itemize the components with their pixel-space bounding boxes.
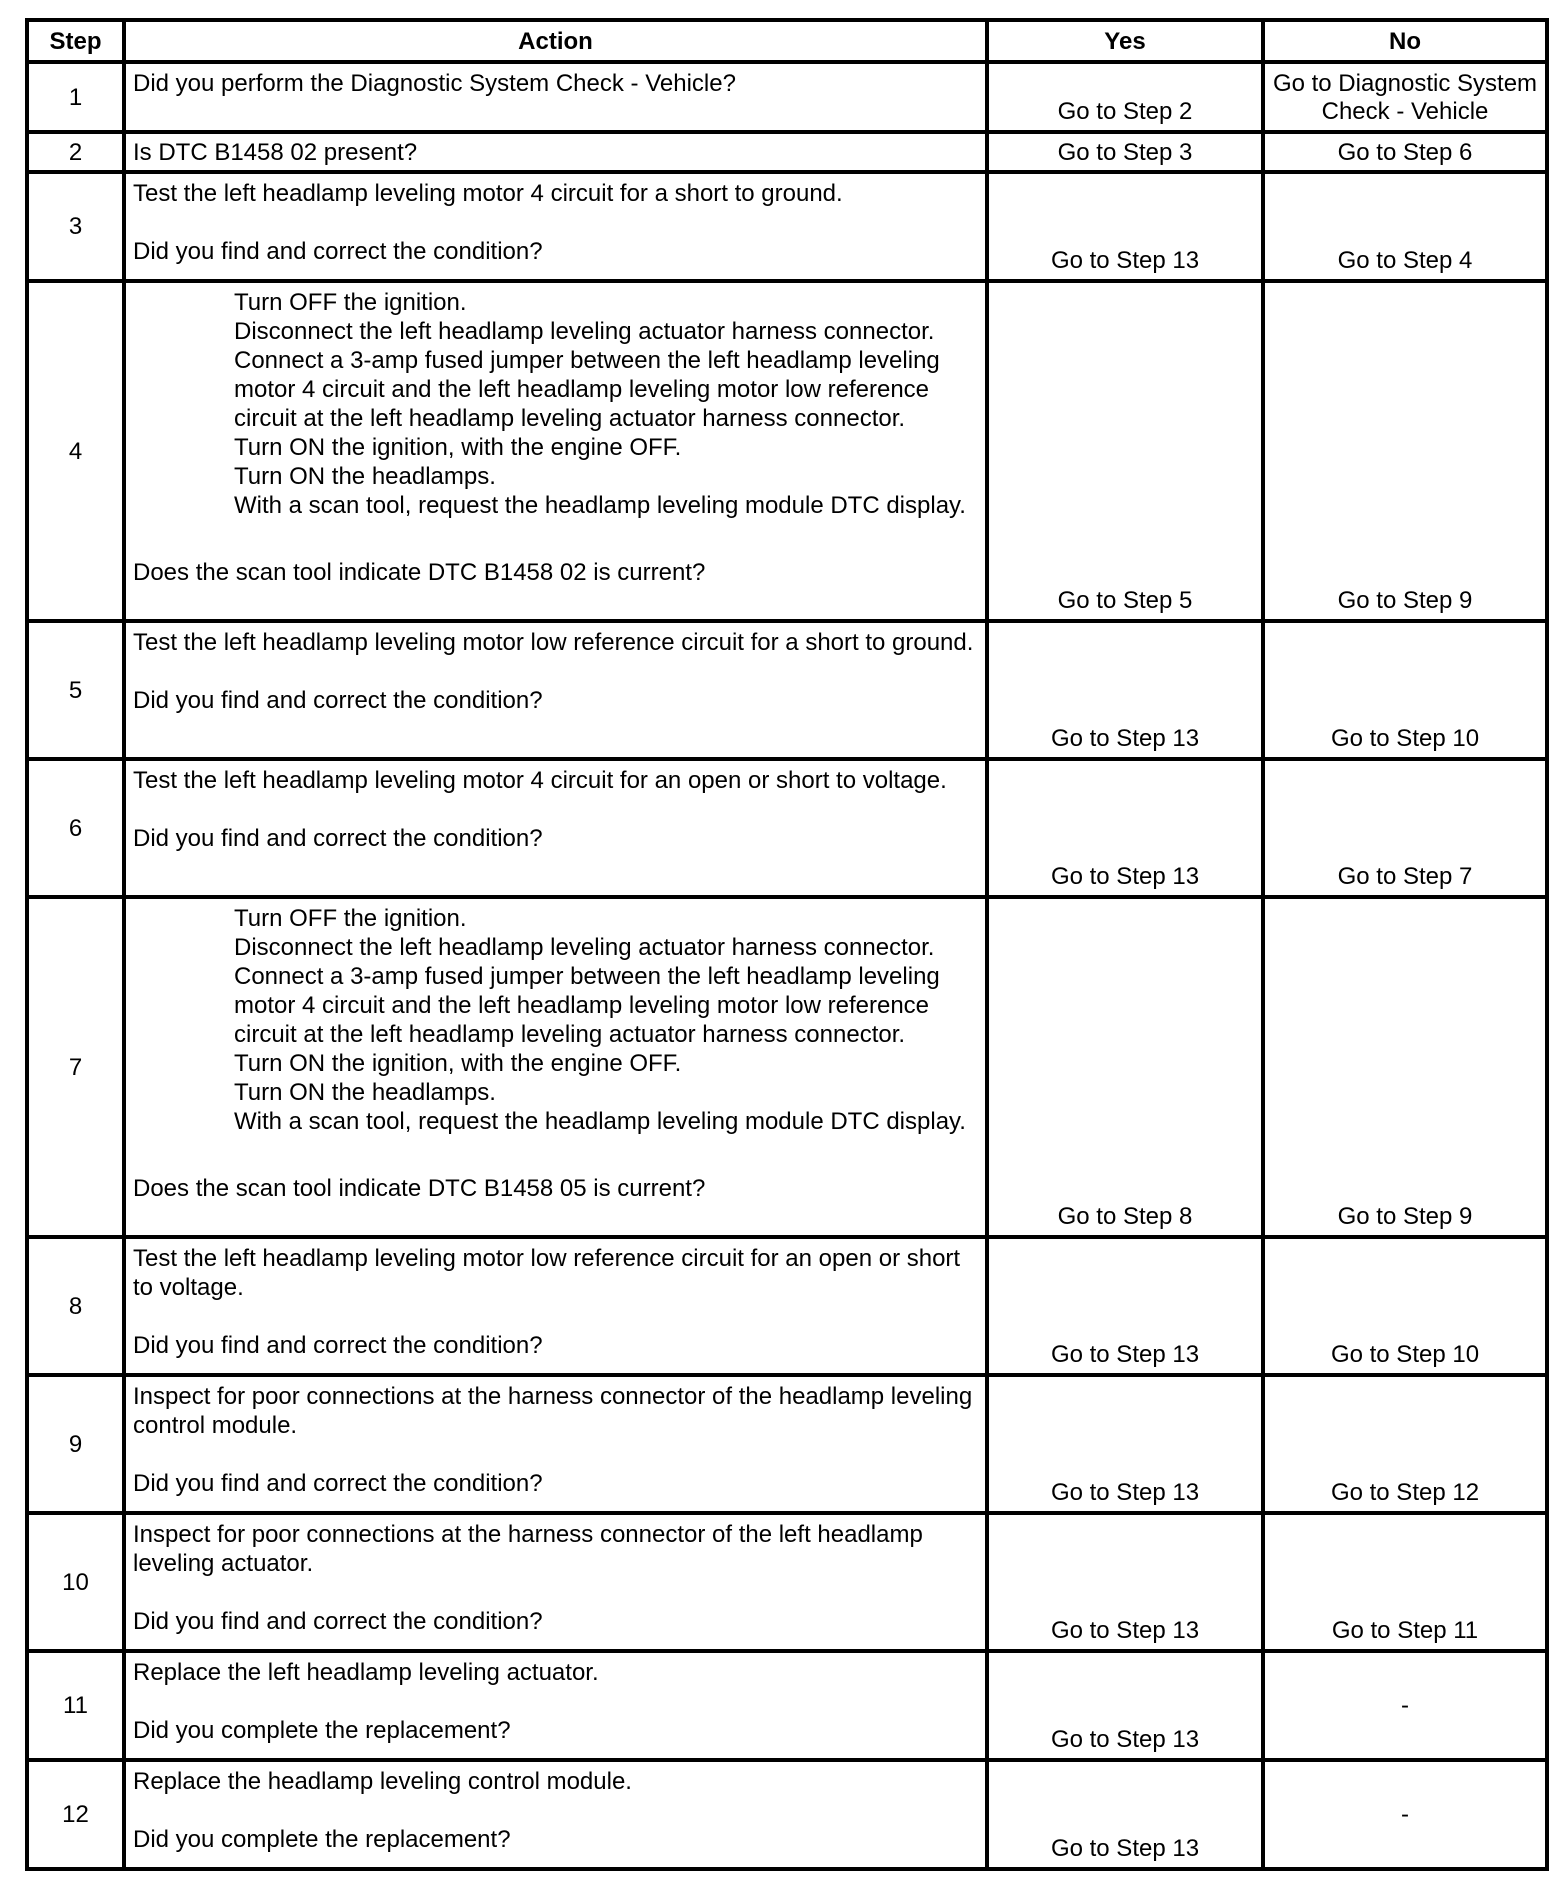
- action-cell: [124, 759, 987, 897]
- action-cell: [124, 1760, 987, 1869]
- step-number: 8: [27, 1237, 124, 1375]
- substep-text: Connect a 3-amp fused jumper between the left headlamp leveling motor 4 circuit and the left headlamp leveling motor low reference circuit at the left headlamp leveling actuator harness connector.: [234, 963, 940, 1048]
- no-cell: Go to Step 9: [1263, 281, 1547, 621]
- action-text: Did you perform the Diagnostic System Check - Vehicle?: [133, 70, 736, 97]
- table-row: [27, 897, 1547, 1237]
- no-cell: Go to Diagnostic System Check - Vehicle: [1263, 62, 1547, 132]
- no-cell: Go to Step 10: [1263, 621, 1547, 759]
- table-row: [27, 1237, 1547, 1375]
- no-cell: Go to Step 10: [1263, 1237, 1547, 1375]
- substep-text: Turn ON the ignition, with the engine OFF.: [234, 1050, 682, 1077]
- action-cell: [124, 1651, 987, 1760]
- action-question: Did you find and correct the condition?: [133, 825, 543, 852]
- substep-text: Turn ON the headlamps.: [234, 463, 496, 490]
- step-number: 9: [27, 1375, 124, 1513]
- table-row: [27, 1375, 1547, 1513]
- yes-cell: Go to Step 5: [987, 281, 1263, 621]
- step-number: 6: [27, 759, 124, 897]
- no-cell: Go to Step 11: [1263, 1513, 1547, 1651]
- table-row: [27, 62, 1547, 132]
- substep-text: Turn ON the headlamps.: [234, 1079, 496, 1106]
- action-text: Is DTC B1458 02 present?: [133, 138, 418, 166]
- no-cell: Go to Step 9: [1263, 897, 1547, 1237]
- yes-cell: Go to Step 13: [987, 1513, 1263, 1651]
- action-text: Test the left headlamp leveling motor 4 circuit for a short to ground.: [133, 180, 843, 207]
- action-cell: [124, 1237, 987, 1375]
- action-cell: [124, 1513, 987, 1651]
- yes-cell: Go to Step 13: [987, 1651, 1263, 1760]
- substep-text: Disconnect the left headlamp leveling actuator harness connector.: [234, 318, 935, 345]
- step-number: 2: [27, 132, 124, 172]
- action-question: Did you complete the replacement?: [133, 1717, 511, 1744]
- step-number: 3: [27, 172, 124, 281]
- action-text: Test the left headlamp leveling motor 4 circuit for an open or short to voltage.: [133, 767, 947, 794]
- yes-cell: Go to Step 8: [987, 897, 1263, 1237]
- action-cell: [124, 897, 987, 1237]
- action-text: Inspect for poor connections at the harness connector of the headlamp leveling control module.: [133, 1383, 973, 1439]
- step-number: 11: [27, 1651, 124, 1760]
- yes-cell: Go to Step 3: [987, 132, 1263, 172]
- no-cell: -: [1263, 1760, 1547, 1869]
- header-row: [27, 20, 1547, 62]
- table-row: [27, 1513, 1547, 1651]
- diagnostic-table: [25, 18, 1549, 1871]
- action-question: Does the scan tool indicate DTC B1458 05 is current?: [133, 1175, 706, 1202]
- yes-cell: Go to Step 2: [987, 62, 1263, 132]
- header-no: No: [1263, 20, 1547, 62]
- step-number: 12: [27, 1760, 124, 1869]
- action-question: Did you find and correct the condition?: [133, 238, 543, 265]
- yes-cell: Go to Step 13: [987, 759, 1263, 897]
- action-text: Test the left headlamp leveling motor low reference circuit for a short to ground.: [133, 629, 974, 656]
- table-row: [27, 621, 1547, 759]
- step-number: 10: [27, 1513, 124, 1651]
- action-question: Did you find and correct the condition?: [133, 1332, 543, 1359]
- substep-text: Turn OFF the ignition.: [234, 905, 467, 932]
- yes-cell: Go to Step 13: [987, 1760, 1263, 1869]
- action-text: Replace the headlamp leveling control module.: [133, 1768, 632, 1795]
- diagnostic-table-container: [25, 18, 1545, 1868]
- no-cell: -: [1263, 1651, 1547, 1760]
- action-cell: [124, 62, 987, 132]
- substep-text: Connect a 3-amp fused jumper between the left headlamp leveling motor 4 circuit and the left headlamp leveling motor low reference circuit at the left headlamp leveling actuator harness connector.: [234, 347, 940, 432]
- table-row: [27, 1760, 1547, 1869]
- step-number: 7: [27, 897, 124, 1237]
- action-text: Replace the left headlamp leveling actuator.: [133, 1659, 599, 1686]
- table-row: [27, 1651, 1547, 1760]
- header-action: Action: [124, 20, 987, 62]
- action-question: Does the scan tool indicate DTC B1458 02 is current?: [133, 559, 706, 586]
- action-cell: [124, 281, 987, 621]
- yes-cell: Go to Step 13: [987, 172, 1263, 281]
- action-cell: [124, 172, 987, 281]
- action-question: Did you complete the replacement?: [133, 1826, 511, 1853]
- substep-text: With a scan tool, request the headlamp leveling module DTC display.: [234, 492, 966, 519]
- action-text: Inspect for poor connections at the harness connector of the left headlamp leveling actuator.: [133, 1521, 923, 1577]
- action-question: Did you find and correct the condition?: [133, 687, 543, 714]
- action-cell: [124, 1375, 987, 1513]
- no-cell: Go to Step 6: [1263, 132, 1547, 172]
- substep-text: Disconnect the left headlamp leveling actuator harness connector.: [234, 934, 935, 961]
- action-cell: [124, 621, 987, 759]
- no-cell: Go to Step 12: [1263, 1375, 1547, 1513]
- substep-text: Turn ON the ignition, with the engine OFF.: [234, 434, 682, 461]
- substep-text: With a scan tool, request the headlamp leveling module DTC display.: [234, 1108, 966, 1135]
- table-row: [27, 281, 1547, 621]
- action-cell: [124, 132, 987, 172]
- step-number: 5: [27, 621, 124, 759]
- step-number: 4: [27, 281, 124, 621]
- yes-cell: Go to Step 13: [987, 621, 1263, 759]
- action-question: Did you find and correct the condition?: [133, 1608, 543, 1635]
- table-row: [27, 759, 1547, 897]
- no-cell: Go to Step 4: [1263, 172, 1547, 281]
- action-text: Test the left headlamp leveling motor low reference circuit for an open or short to voltage.: [133, 1245, 961, 1301]
- no-cell: Go to Step 7: [1263, 759, 1547, 897]
- header-step: Step: [27, 20, 124, 62]
- yes-cell: Go to Step 13: [987, 1375, 1263, 1513]
- yes-cell: Go to Step 13: [987, 1237, 1263, 1375]
- step-number: 1: [27, 62, 124, 132]
- substep-text: Turn OFF the ignition.: [234, 289, 467, 316]
- action-question: Did you find and correct the condition?: [133, 1470, 543, 1497]
- header-yes: Yes: [987, 20, 1263, 62]
- table-row: [27, 132, 1547, 172]
- table-row: [27, 172, 1547, 281]
